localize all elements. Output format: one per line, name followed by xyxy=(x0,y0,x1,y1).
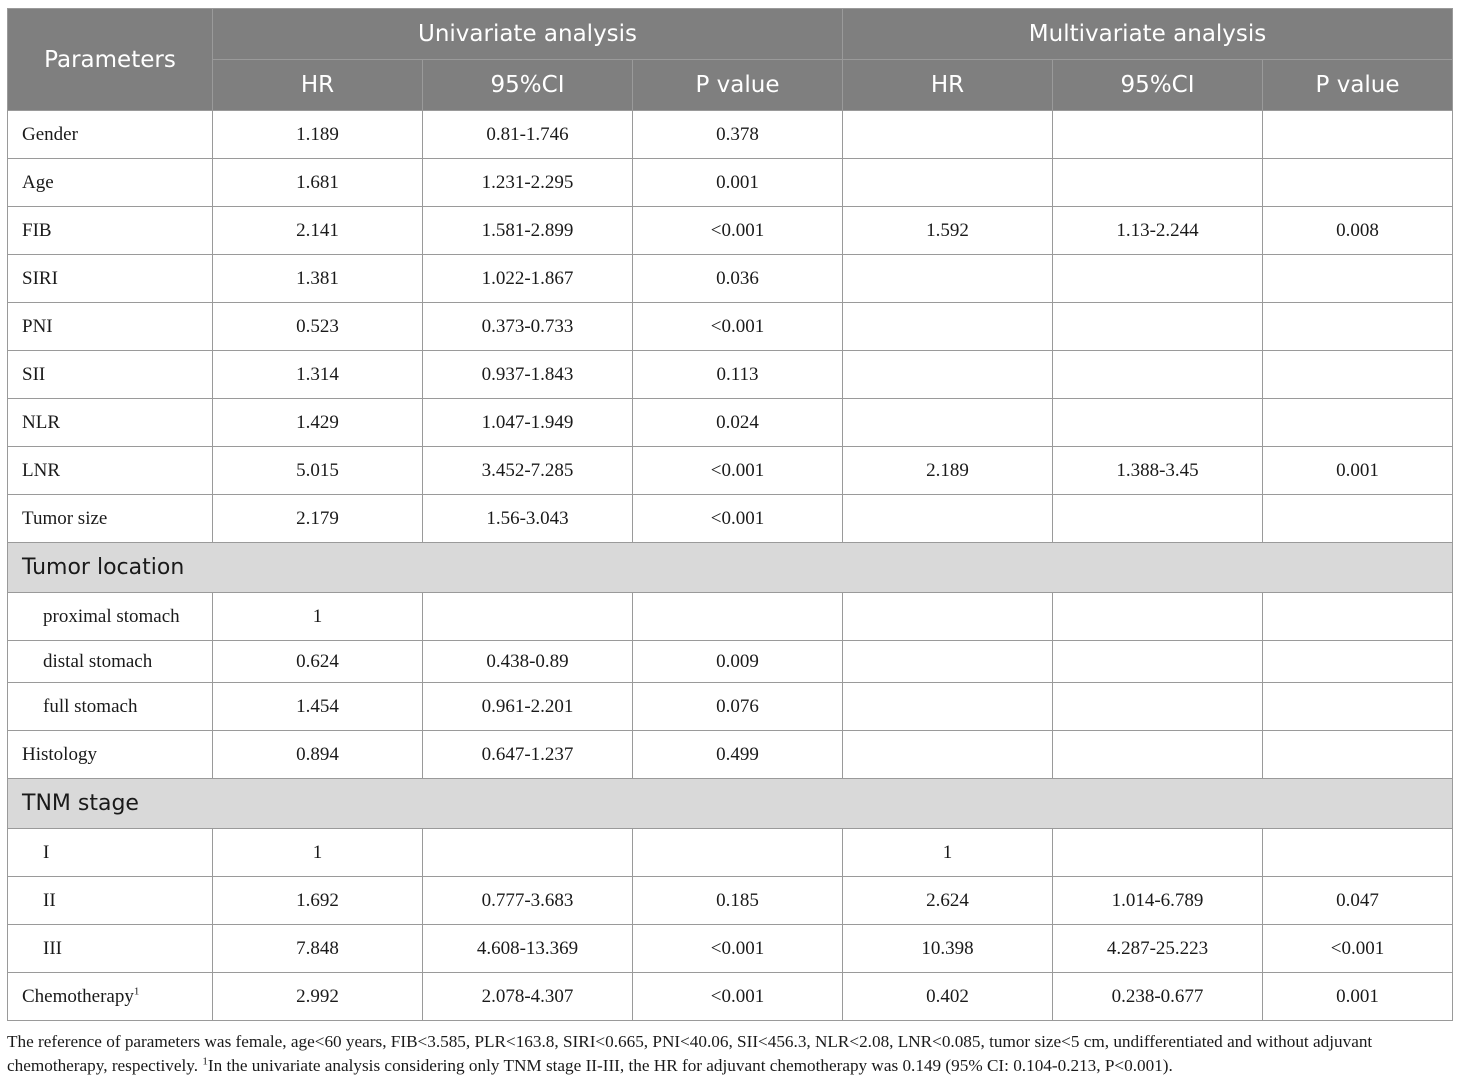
param-cell-chemotherapy xyxy=(8,973,213,1021)
m-ci-cell: 1.13-2.244 xyxy=(1053,207,1263,255)
footnote-marker: 1 xyxy=(202,1055,208,1068)
param-cell: Gender xyxy=(8,111,213,159)
param-label: Chemotherapy xyxy=(22,985,134,1007)
u-p-cell: 0.499 xyxy=(633,731,843,779)
m-p-cell: 0.001 xyxy=(1263,447,1453,495)
param-cell: LNR xyxy=(8,447,213,495)
u-hr-cell: 7.848 xyxy=(213,925,423,973)
param-cell: I xyxy=(8,829,213,877)
m-hr-cell xyxy=(843,593,1053,641)
table-row xyxy=(8,351,1453,399)
u-p-cell: <0.001 xyxy=(633,207,843,255)
header-univariate: Univariate analysis xyxy=(213,9,843,60)
u-hr-cell: 2.992 xyxy=(213,973,423,1021)
param-cell: proximal stomach xyxy=(8,593,213,641)
m-ci-cell: 0.238-0.677 xyxy=(1053,973,1263,1021)
m-p-cell: 0.008 xyxy=(1263,207,1453,255)
u-ci-cell: 0.937-1.843 xyxy=(423,351,633,399)
m-ci-cell xyxy=(1053,683,1263,731)
m-hr-cell: 1.592 xyxy=(843,207,1053,255)
table-row xyxy=(8,399,1453,447)
param-cell: NLR xyxy=(8,399,213,447)
u-hr-cell: 1.429 xyxy=(213,399,423,447)
u-p-cell: <0.001 xyxy=(633,495,843,543)
m-hr-cell xyxy=(843,255,1053,303)
m-ci-cell xyxy=(1053,731,1263,779)
u-ci-cell xyxy=(423,829,633,877)
m-hr-cell: 2.624 xyxy=(843,877,1053,925)
m-p-cell xyxy=(1263,829,1453,877)
footnote-marker: 1 xyxy=(133,985,140,998)
param-cell: Histology xyxy=(8,731,213,779)
param-cell: SII xyxy=(8,351,213,399)
m-hr-cell xyxy=(843,159,1053,207)
m-p-cell xyxy=(1263,159,1453,207)
u-ci-cell: 0.647-1.237 xyxy=(423,731,633,779)
results-table xyxy=(7,8,1453,1021)
param-cell: SIRI xyxy=(8,255,213,303)
header-univariate-p: P value xyxy=(633,60,843,111)
u-ci-cell: 1.047-1.949 xyxy=(423,399,633,447)
table-row xyxy=(8,207,1453,255)
m-ci-cell xyxy=(1053,255,1263,303)
m-p-cell: 0.047 xyxy=(1263,877,1453,925)
header-multivariate: Multivariate analysis xyxy=(843,9,1453,60)
u-ci-cell xyxy=(423,593,633,641)
param-cell: Tumor size xyxy=(8,495,213,543)
header-multivariate-p: P value xyxy=(1263,60,1453,111)
m-hr-cell xyxy=(843,303,1053,351)
table-row xyxy=(8,159,1453,207)
m-p-cell xyxy=(1263,641,1453,683)
footnote-text-1: The reference of parameters was female, age<60 years, FIB<3.585, PLR<163.8, SIRI<0.665, PNI<40.06, SII<456.3, NLR<2.08, LNR<0.085, tumor size<5 cm, undifferentiated and without adjuvant chemotherapy, respectively. xyxy=(7,1032,1373,1075)
table-row xyxy=(8,829,1453,877)
u-ci-cell: 0.961-2.201 xyxy=(423,683,633,731)
param-cell: III xyxy=(8,925,213,973)
m-hr-cell: 1 xyxy=(843,829,1053,877)
m-ci-cell xyxy=(1053,641,1263,683)
m-p-cell xyxy=(1263,731,1453,779)
header-multivariate-ci: 95%CI xyxy=(1053,60,1263,111)
u-p-cell: 0.036 xyxy=(633,255,843,303)
m-ci-cell: 4.287-25.223 xyxy=(1053,925,1263,973)
u-ci-cell: 0.373-0.733 xyxy=(423,303,633,351)
u-ci-cell: 4.608-13.369 xyxy=(423,925,633,973)
table-row xyxy=(8,447,1453,495)
m-ci-cell: 1.014-6.789 xyxy=(1053,877,1263,925)
table-row xyxy=(8,303,1453,351)
table-row xyxy=(8,731,1453,779)
u-hr-cell: 1.189 xyxy=(213,111,423,159)
m-hr-cell: 10.398 xyxy=(843,925,1053,973)
m-ci-cell xyxy=(1053,829,1263,877)
m-hr-cell xyxy=(843,731,1053,779)
table-row xyxy=(8,495,1453,543)
u-ci-cell: 1.56-3.043 xyxy=(423,495,633,543)
table-row xyxy=(8,111,1453,159)
u-ci-cell: 0.81-1.746 xyxy=(423,111,633,159)
m-hr-cell xyxy=(843,495,1053,543)
m-p-cell xyxy=(1263,399,1453,447)
u-hr-cell: 0.624 xyxy=(213,641,423,683)
u-hr-cell: 1.692 xyxy=(213,877,423,925)
section-title: TNM stage xyxy=(8,779,1453,829)
m-hr-cell xyxy=(843,683,1053,731)
table-row xyxy=(8,641,1453,683)
u-p-cell: 0.001 xyxy=(633,159,843,207)
u-p-cell xyxy=(633,593,843,641)
header-univariate-ci: 95%CI xyxy=(423,60,633,111)
m-p-cell xyxy=(1263,303,1453,351)
u-p-cell: <0.001 xyxy=(633,303,843,351)
param-cell: distal stomach xyxy=(8,641,213,683)
m-p-cell: <0.001 xyxy=(1263,925,1453,973)
u-hr-cell: 2.179 xyxy=(213,495,423,543)
section-row-tnm-stage xyxy=(8,779,1453,829)
u-p-cell: 0.009 xyxy=(633,641,843,683)
u-p-cell: <0.001 xyxy=(633,925,843,973)
u-hr-cell: 2.141 xyxy=(213,207,423,255)
u-ci-cell: 2.078-4.307 xyxy=(423,973,633,1021)
m-hr-cell: 2.189 xyxy=(843,447,1053,495)
m-ci-cell: 1.388-3.45 xyxy=(1053,447,1263,495)
u-ci-cell: 3.452-7.285 xyxy=(423,447,633,495)
m-p-cell xyxy=(1263,495,1453,543)
section-title: Tumor location xyxy=(8,543,1453,593)
header-multivariate-hr: HR xyxy=(843,60,1053,111)
m-ci-cell xyxy=(1053,111,1263,159)
header-parameters: Parameters xyxy=(8,9,213,111)
u-hr-cell: 0.523 xyxy=(213,303,423,351)
m-p-cell: 0.001 xyxy=(1263,973,1453,1021)
m-ci-cell xyxy=(1053,159,1263,207)
u-p-cell: 0.076 xyxy=(633,683,843,731)
u-p-cell: <0.001 xyxy=(633,973,843,1021)
table-row xyxy=(8,683,1453,731)
table-row xyxy=(8,973,1453,1021)
m-p-cell xyxy=(1263,111,1453,159)
u-hr-cell: 1.381 xyxy=(213,255,423,303)
u-hr-cell: 0.894 xyxy=(213,731,423,779)
m-p-cell xyxy=(1263,351,1453,399)
table-footnote xyxy=(7,1030,1457,1078)
m-hr-cell xyxy=(843,351,1053,399)
param-cell: PNI xyxy=(8,303,213,351)
table-body xyxy=(8,111,1453,1021)
table-row xyxy=(8,255,1453,303)
header-univariate-hr: HR xyxy=(213,60,423,111)
m-ci-cell xyxy=(1053,593,1263,641)
m-hr-cell xyxy=(843,111,1053,159)
m-hr-cell: 0.402 xyxy=(843,973,1053,1021)
u-hr-cell: 1.314 xyxy=(213,351,423,399)
u-p-cell: 0.024 xyxy=(633,399,843,447)
table-row xyxy=(8,593,1453,641)
u-p-cell: 0.113 xyxy=(633,351,843,399)
u-p-cell: 0.185 xyxy=(633,877,843,925)
m-p-cell xyxy=(1263,593,1453,641)
footnote-text-2: In the univariate analysis considering only TNM stage II-III, the HR for adjuvant chemotherapy was 0.149 (95% CI: 0.104-0.213, P<0.001). xyxy=(207,1056,1173,1075)
m-ci-cell xyxy=(1053,351,1263,399)
u-ci-cell: 1.581-2.899 xyxy=(423,207,633,255)
m-p-cell xyxy=(1263,683,1453,731)
u-ci-cell: 1.022-1.867 xyxy=(423,255,633,303)
u-hr-cell: 1 xyxy=(213,593,423,641)
m-ci-cell xyxy=(1053,399,1263,447)
u-ci-cell: 1.231-2.295 xyxy=(423,159,633,207)
u-p-cell: <0.001 xyxy=(633,447,843,495)
u-hr-cell: 1.681 xyxy=(213,159,423,207)
u-hr-cell: 1 xyxy=(213,829,423,877)
section-row-tumor-location xyxy=(8,543,1453,593)
u-ci-cell: 0.777-3.683 xyxy=(423,877,633,925)
m-hr-cell xyxy=(843,399,1053,447)
u-ci-cell: 0.438-0.89 xyxy=(423,641,633,683)
param-cell: full stomach xyxy=(8,683,213,731)
param-cell: FIB xyxy=(8,207,213,255)
u-hr-cell: 5.015 xyxy=(213,447,423,495)
m-ci-cell xyxy=(1053,303,1263,351)
u-p-cell: 0.378 xyxy=(633,111,843,159)
m-hr-cell xyxy=(843,641,1053,683)
m-p-cell xyxy=(1263,255,1453,303)
param-cell: Age xyxy=(8,159,213,207)
table-row xyxy=(8,925,1453,973)
u-p-cell xyxy=(633,829,843,877)
m-ci-cell xyxy=(1053,495,1263,543)
param-cell: II xyxy=(8,877,213,925)
table-header xyxy=(8,9,1453,111)
table-row xyxy=(8,877,1453,925)
u-hr-cell: 1.454 xyxy=(213,683,423,731)
